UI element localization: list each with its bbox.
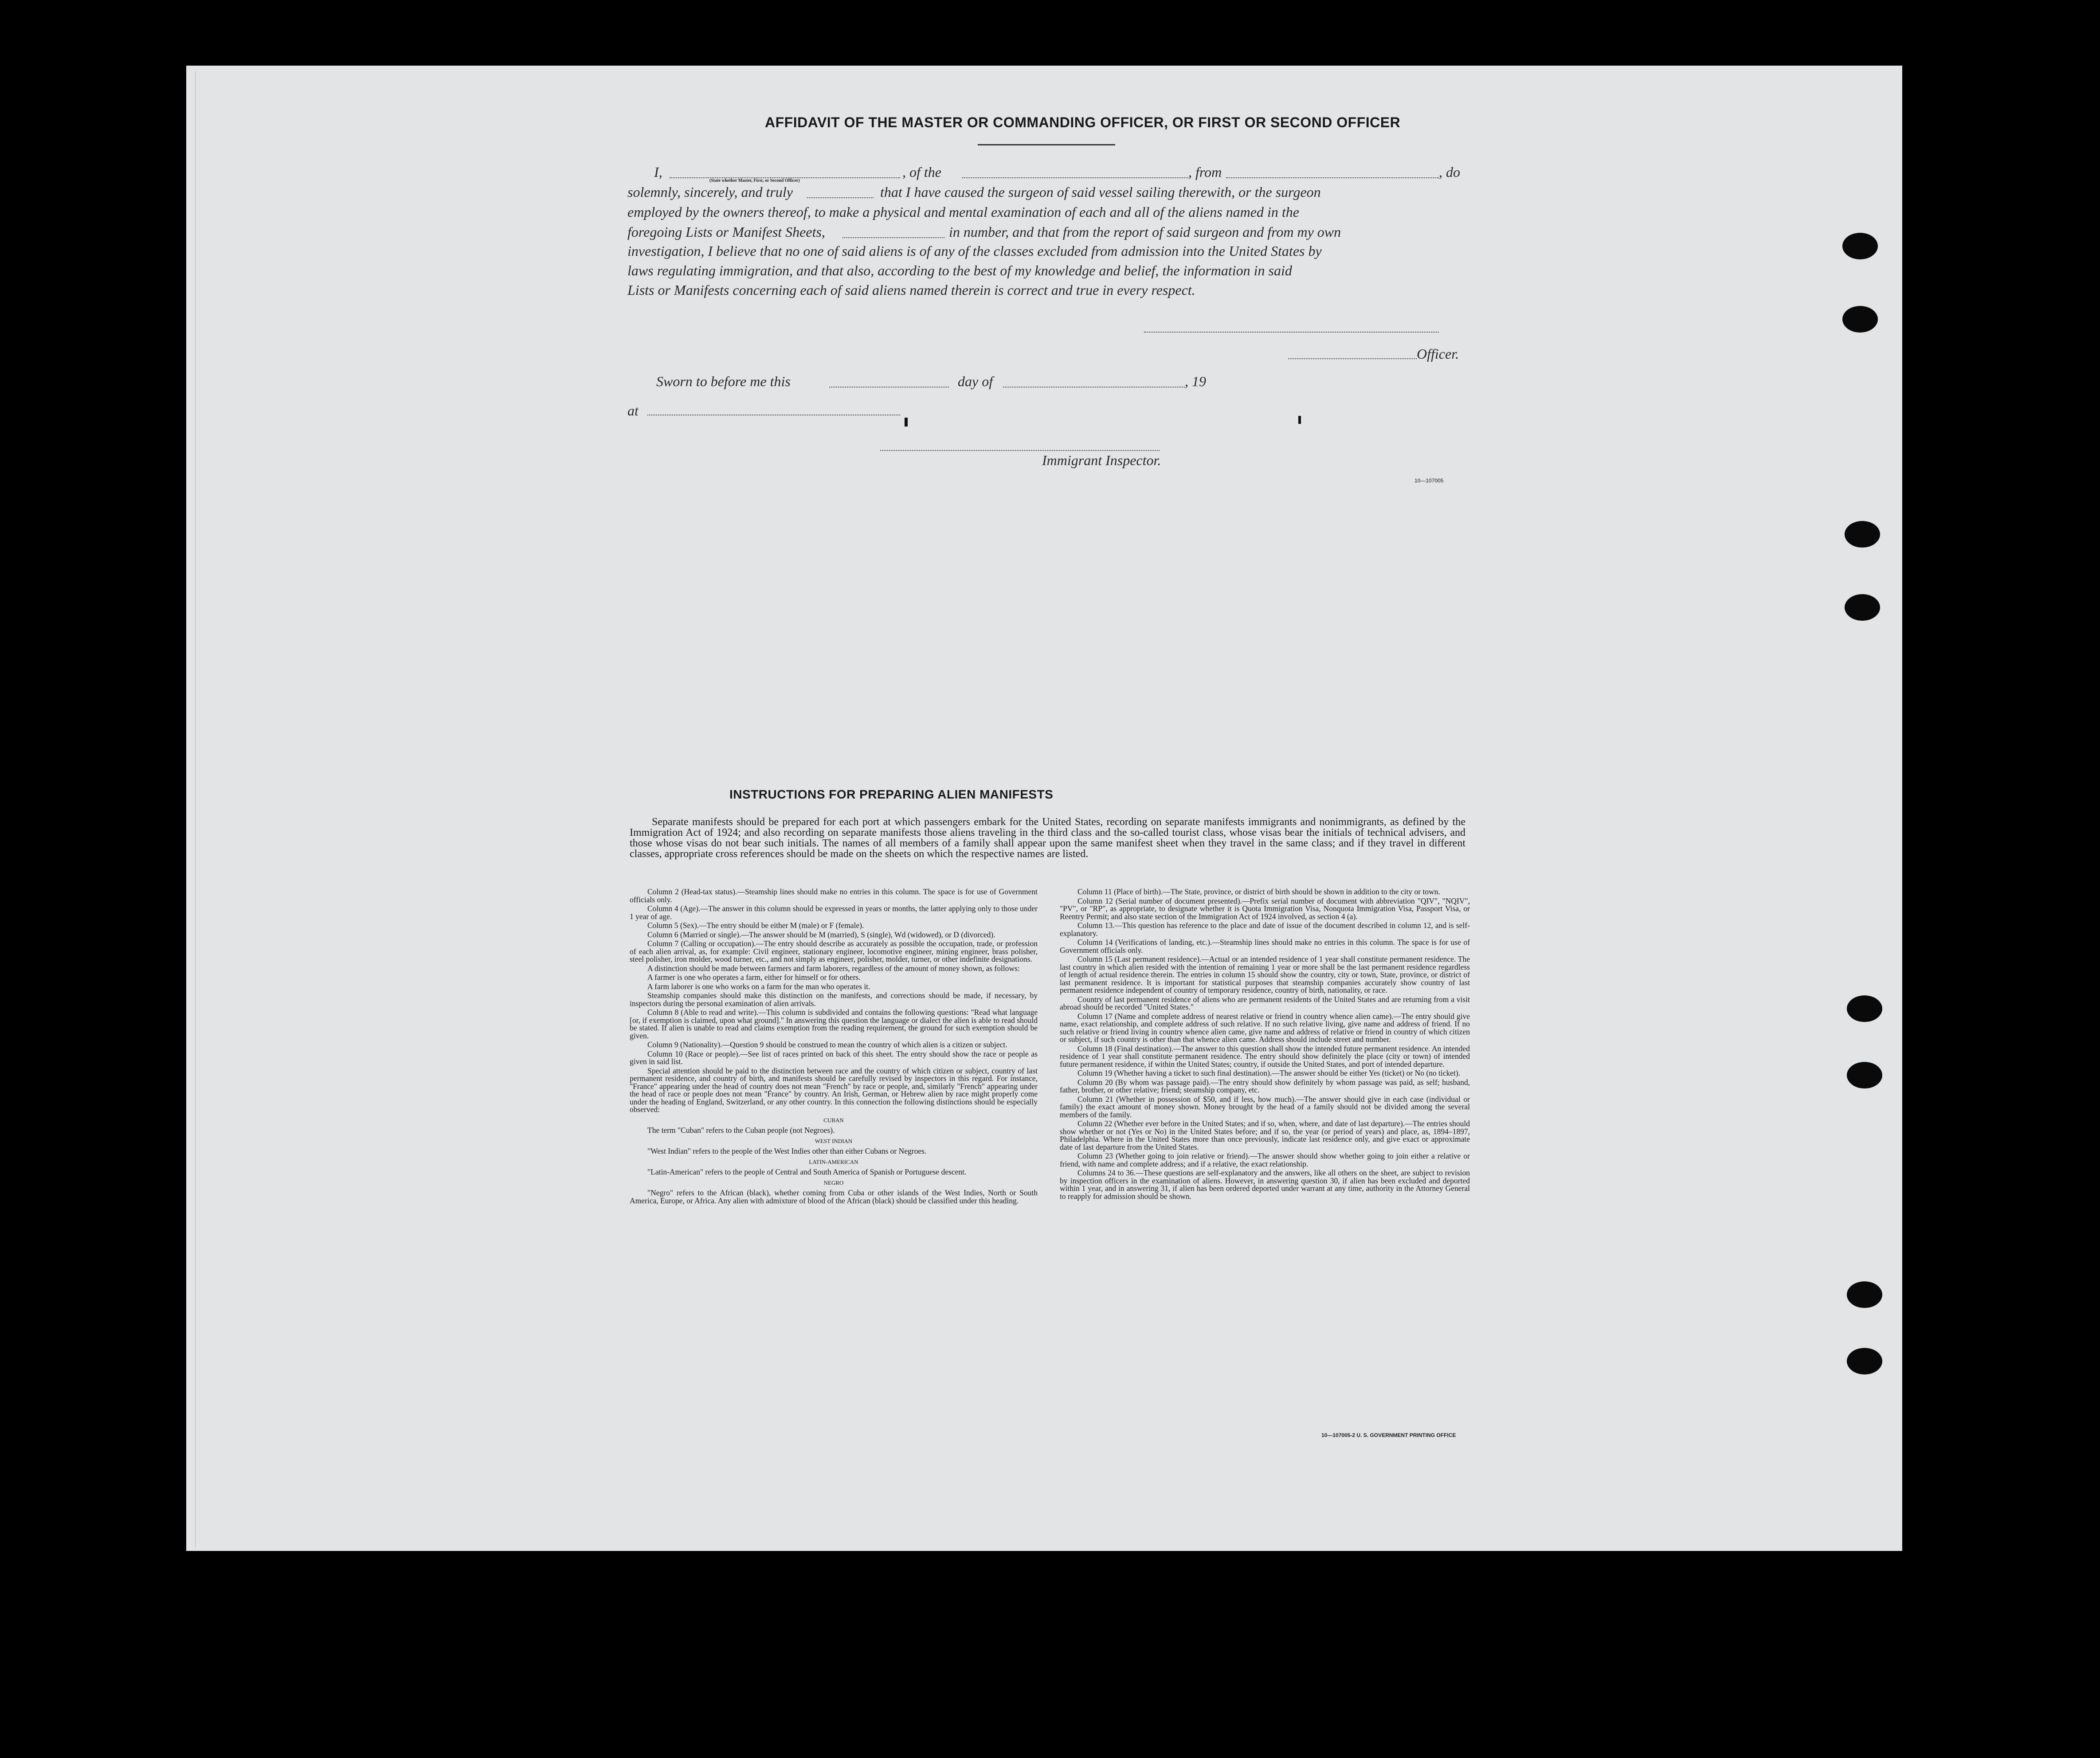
instruction-paragraph: Country of last permanent residence of aliens who are permanent residents of the United States and are returning from a visit abroad should be recorded "United States." <box>1060 995 1470 1011</box>
instruction-paragraph: Column 15 (Last permanent residence).—Actual or an intended residence of 1 year shall constitute permanent residence. The last country in which alien resided with the intention of remaining 1 year or more shall be the last permanent residence regardless of length of actual residence therein. The entries in column 15 should show the country, city or town, State, province, or district of last permanent residence. It is important for statistical purposes that steamship companies accurately show country of last permanent residence independent of country of temporary residence, country of birth, nationality, or race. <box>1060 955 1470 995</box>
instruction-paragraph: Column 2 (Head-tax status).—Steamship lines should make no entries in this column. The space is for use of Government officials only. <box>630 887 1038 904</box>
instructions-title: INSTRUCTIONS FOR PREPARING ALIEN MANIFESTS <box>729 787 1054 801</box>
affidavit-title: AFFIDAVIT OF THE MASTER OR COMMANDING OFFICER, OR FIRST OR SECOND OFFICER <box>765 114 1401 130</box>
punch-hole <box>1845 521 1880 548</box>
rank-note: (State whether Master, First, or Second Officer) <box>709 178 800 183</box>
instruction-paragraph: Column 10 (Race or people).—See list of races printed on back of this sheet. The entry should show the race or people as given in said list. <box>630 1049 1038 1066</box>
instruction-paragraph: Column 12 (Serial number of document presented).—Prefix serial number of document with abbreviation "QIV", "NQIV", "PV", or "RP", as appropriate, to designate whether it is Quota Immigration Visa, Nonquota Immigration Visa, Passport Visa, or Reentry Permit; and also state section of the Immigration Act of 1924 involved, as section 4 (a). <box>1060 896 1470 921</box>
affidavit-line-2a: solemnly, sincerely, and truly <box>627 184 793 200</box>
officer-label: Officer. <box>1417 346 1459 362</box>
affidavit-line-2b: that I have caused the surgeon of said vessel sailing therewith, or the surgeon <box>880 184 1321 200</box>
instructions-right-column <box>1060 888 1470 1202</box>
affidavit-from: , from <box>1188 164 1222 180</box>
instruction-paragraph: The term "Cuban" refers to the Cuban people (not Negroes). <box>647 1126 835 1135</box>
instruction-paragraph: "Latin-American" refers to the people of Central and South America of Spanish or Portuguese descent. <box>647 1167 967 1176</box>
printing-office-footer: 10—107005-2 U. S. GOVERNMENT PRINTING OFFICE <box>1321 1432 1456 1438</box>
affidavit-i: I, <box>654 164 662 180</box>
instruction-paragraph: Column 5 (Sex).—The entry should be either M (male) or F (female). <box>647 921 864 930</box>
affidavit-line-7: Lists or Manifests concerning each of said aliens named therein is correct and true in every respect. <box>627 282 1195 298</box>
affidavit-line-3: employed by the owners thereof, to make a physical and mental examination of each and all of the aliens named in the <box>627 204 1299 220</box>
affidavit-line-4a: foregoing Lists or Manifest Sheets, <box>627 224 825 240</box>
instruction-paragraph: Column 7 (Calling or occupation).—The entry should describe as accurately as possible the occupation, trade, or profession of each alien arrival, as, for example: Civil engineer, stationary engineer, locomotive engineer, mining engineer, brass polisher, steel polisher, iron molder, wood turner, etc., and not simply as engineer, polisher, molder, turner, or other indefinite designations. <box>630 939 1038 963</box>
instruction-paragraph: Column 11 (Place of birth).—The State, province, or district of birth should be shown in addition to the city or town. <box>1077 887 1440 896</box>
sworn-year: , 19 <box>1185 373 1206 389</box>
sworn-at: at <box>627 403 639 419</box>
inspector-label: Immigrant Inspector. <box>1042 452 1161 468</box>
affidavit-of-the: , of the <box>902 164 941 180</box>
instruction-paragraph: Column 18 (Final destination).—The answer to this question shall show the intended future permanent residence. An intended residence of 1 year shall constitute permanent residence. The entry should show definitely the place (city or town) of intended future permanent residence, if within the United States; country, if outside the United States, and port of intended departure. <box>1060 1044 1470 1069</box>
heading-cuban: CUBAN <box>823 1116 844 1124</box>
punch-hole <box>1847 1348 1882 1374</box>
instruction-paragraph: Columns 24 to 36.—These questions are self-explanatory and the answers, like all others on the sheet, are subject to revision by inspection officers in the examination of aliens. However, in answering question 30, if alien has been excluded and deported within 1 year, and in answering 31, if alien has been ordered deported under warrant at any time, authority in the Attorney General to reapply for admission should be shown. <box>1060 1168 1470 1201</box>
instruction-paragraph: Column 6 (Married or single).—The answer should be M (married), S (single), Wd (widowed), or D (divorced). <box>647 930 995 939</box>
instruction-paragraph: Special attention should be paid to the distinction between race and the country of which citizen or subject, country of last permanent residence, and country of birth, and manifests should be carefully revised by inspectors in this regard. For instance, "France" appearing under the head of country does not mean "French" by race or people, and, similarly "French" appearing under the head of race or people does not mean "France" by country. An Irish, German, or Hebrew alien by race might properly come under the heading of England, Switzerland, or any other country. In this connection the following distinctions should be especially observed: <box>630 1066 1038 1114</box>
intro-text: Separate manifests should be prepared for each port at which passengers embark for the United States, recording on separate manifests immigrants and nonimmigrants, as defined by the Immigration Act of 1924; and also recording on separate manifests those aliens traveling in the third class and the so-called tourist class, whose visas bear the initials of technical advisers, and those whose visas do not bear such initials. The names of all members of a family shall appear upon the same manifest sheet when they travel in the same class; and if they travel in different classes, appropriate cross references should be made on the sheets on which the respective names are listed. <box>630 816 1465 860</box>
instruction-paragraph: Column 9 (Nationality).—Question 9 should be construed to mean the country of which alien is a citizen or subject. <box>647 1040 1007 1049</box>
punch-hole <box>1842 306 1878 333</box>
officer-title-line[interactable] <box>1288 358 1417 359</box>
form-serial: 10—107005 <box>1414 478 1444 484</box>
instruction-paragraph: Column 23 (Whether going to join relative or friend).—The answer should show whether going to join either a relative or friend, with name and complete address; and if a relative, the exact relationship. <box>1060 1151 1470 1168</box>
instruction-paragraph: Column 13.—This question has reference to the place and date of issue of the document described in column 12, and is self-explanatory. <box>1060 921 1470 938</box>
affidavit-line-6: laws regulating immigration, and that also, according to the best of my knowledge and belief, the information in said <box>627 262 1292 278</box>
sheet-count-blank[interactable] <box>842 237 944 238</box>
sworn-month-blank[interactable] <box>1003 387 1185 388</box>
instruction-paragraph: Column 4 (Age).—The answer in this column should be expressed in years or months, the latter applying only to those under 1 year of age. <box>630 904 1038 921</box>
punch-hole <box>1845 594 1880 621</box>
instruction-paragraph: Column 21 (Whether in possession of $50, and if less, how much).—The answer should give in each case (individual or family) the exact amount of money shown. Money brought by the head of a family should not be divided among the several members of the family. <box>1060 1094 1470 1119</box>
instruction-paragraph: Column 22 (Whether ever before in the United States; and if so, when, where, and date of last departure).—The entries should show whether or not (Yes or No) in the United States before; and if so, the year (or period of years) and place, as, 1894–1897, Philadelphia. Where in the United States more than once previously, indicate last residence only, and give exact or approximate date of last departure from the United States. <box>1060 1119 1470 1151</box>
instructions-left-column <box>630 888 1038 1206</box>
sworn-day-blank[interactable] <box>829 387 949 388</box>
heading-west-indian: WEST INDIAN <box>815 1137 853 1144</box>
sworn-day-of: day of <box>958 373 993 389</box>
instruction-paragraph: A farmer is one who operates a farm, either for himself or for others. <box>647 973 861 982</box>
vessel-blank[interactable] <box>962 177 1188 178</box>
instruction-paragraph: Steamship companies should make this distinction on the manifests, and corrections should be made, if necessary, by inspectors during the personal examination of alien arrivals. <box>630 991 1038 1008</box>
heading-latin-american: LATIN-AMERICAN <box>809 1158 858 1165</box>
sworn-text: Sworn to before me this <box>656 373 791 389</box>
title-rule <box>978 144 1115 145</box>
instruction-paragraph: Column 14 (Verifications of landing, etc.).—Steamship lines should make no entries in this column. The space is for use of Government officials only. <box>1060 938 1470 955</box>
instruction-paragraph: A distinction should be made between farmers and farm laborers, regardless of the amount of money shown, as follows: <box>647 963 1020 973</box>
ink-mark <box>905 418 908 427</box>
instruction-paragraph: Column 17 (Name and complete address of nearest relative or friend in country whence alien came).—The entry should give name, exact relationship, and complete address of such relative. If no such relative living, give name and address of friend. If no such relative or friend living in country whence alien came, give name and address of relative or friend in country of which citizen or subject, if such country is other than that whence alien came. Address should include street and number. <box>1060 1011 1470 1044</box>
affidavit-line-4b: in number, and that from the report of said surgeon and from my own <box>949 224 1341 240</box>
punch-hole <box>1847 1062 1882 1088</box>
port-blank[interactable] <box>1226 177 1439 178</box>
instruction-paragraph: "West Indian" refers to the people of the West Indies other than either Cubans or Negroes. <box>647 1147 927 1155</box>
instruction-paragraph: Column 20 (By whom was passage paid).—The entry should show definitely by whom passage was paid, as self; husband, father, brother, or other relative; friend; steamship company, etc. <box>1060 1077 1470 1094</box>
affidavit-do: , do <box>1439 164 1460 180</box>
oath-blank[interactable] <box>807 197 874 198</box>
inspector-signature-line[interactable] <box>880 450 1160 451</box>
officer-signature-line[interactable] <box>1144 332 1439 333</box>
instruction-paragraph: A farm laborer is one who works on a farm for the man who operates it. <box>647 982 870 991</box>
instruction-paragraph: Column 19 (Whether having a ticket to such final destination).—The answer should be either Yes (ticket) or No (no ticket). <box>1077 1069 1461 1077</box>
punch-hole <box>1847 995 1882 1022</box>
punch-hole <box>1842 233 1878 259</box>
instruction-paragraph: "Negro" refers to the African (black), whether coming from Cuba or other islands of the West Indies, North or South America, Europe, or Africa. Any alien with admixture of blood of the African (black) should be classified under this heading. <box>630 1188 1038 1205</box>
heading-negro: NEGRO <box>823 1179 844 1186</box>
instructions-intro <box>630 817 1465 859</box>
punch-hole <box>1847 1281 1882 1308</box>
instruction-paragraph: Column 8 (Able to read and write).—This column is subdivided and contains the following questions: "Read what language [or, if exemption is claimed, upon what ground]." In answering this question the language or dialect the alien is able to read should be stated. If alien is unable to read and claims exemption from the reading requirement, the ground for such exemption should be given. <box>630 1008 1038 1040</box>
ink-mark <box>1298 416 1301 424</box>
affidavit-line-5: investigation, I believe that no one of said aliens is of any of the classes excluded from admission into the United States by <box>627 243 1322 259</box>
